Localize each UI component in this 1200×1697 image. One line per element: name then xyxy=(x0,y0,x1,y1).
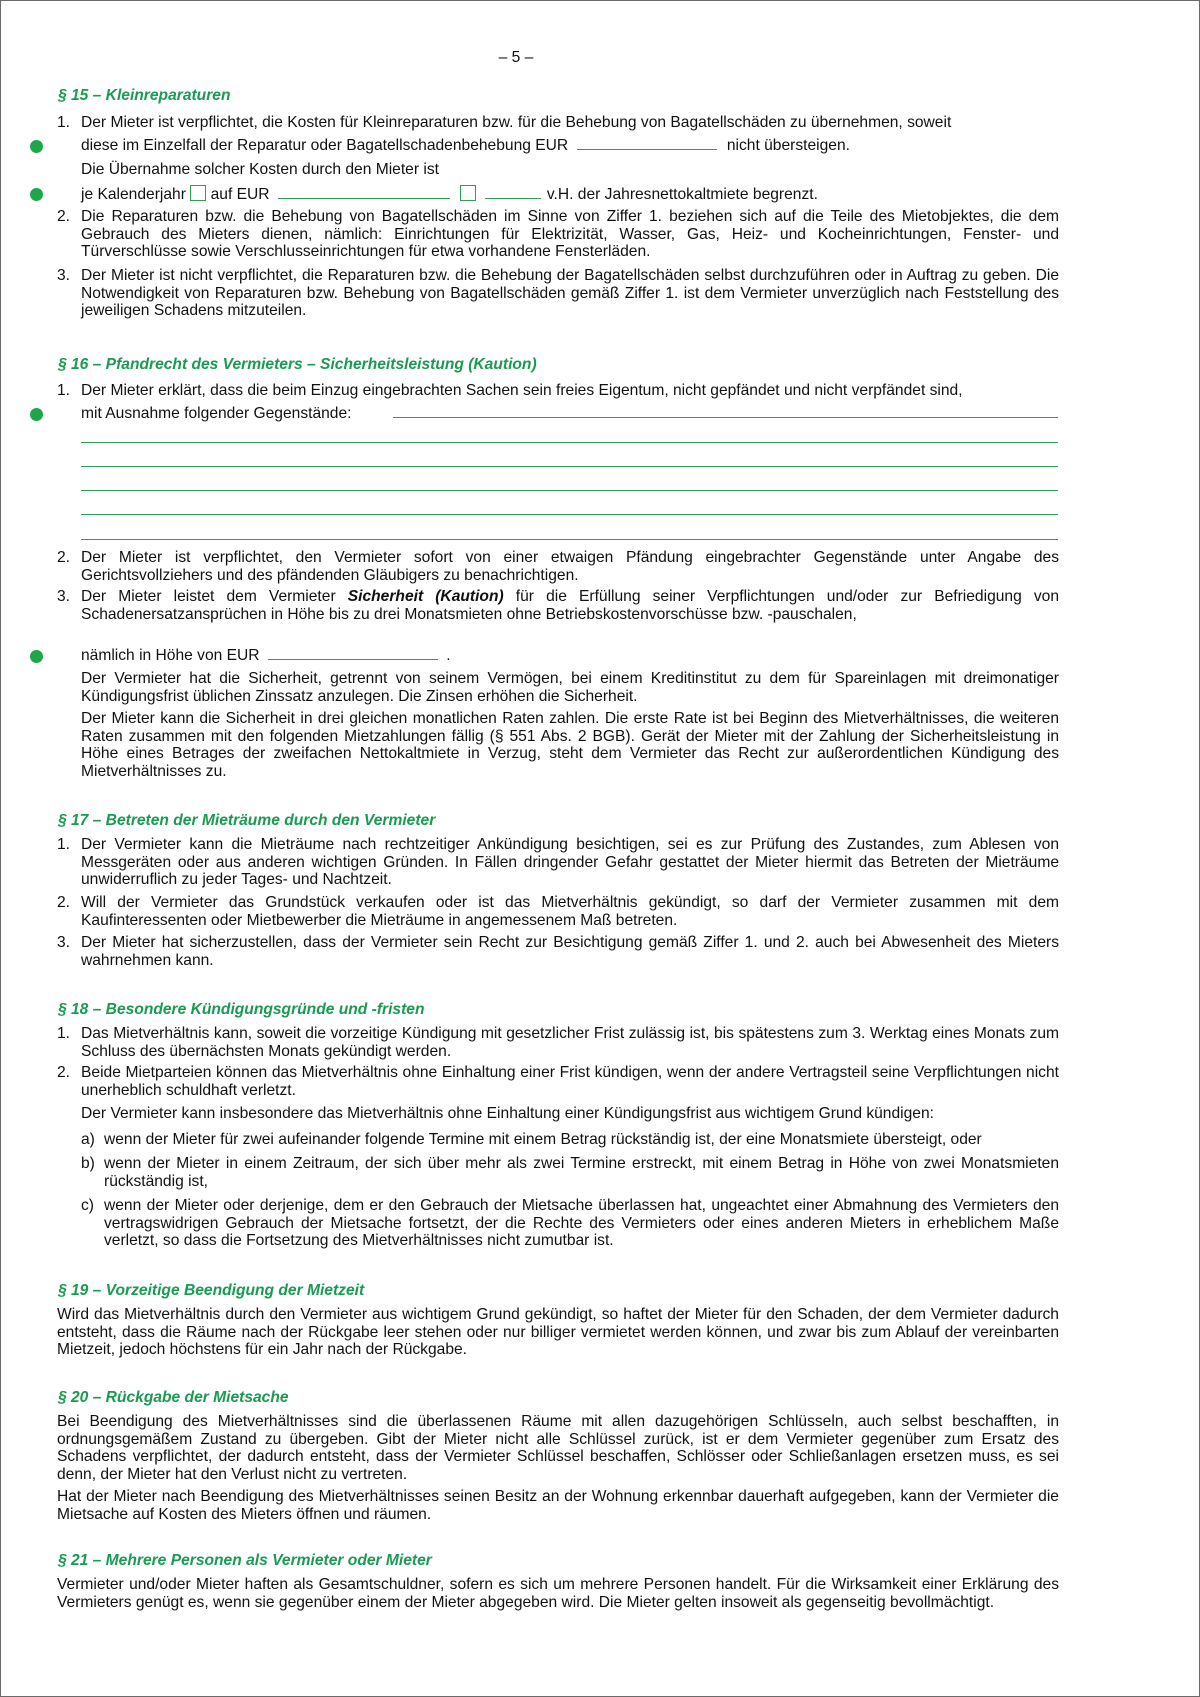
item-number: 2. xyxy=(57,549,71,566)
percent-field[interactable] xyxy=(485,186,541,199)
page-number: – 5 – xyxy=(498,49,534,66)
section-19-heading: § 19 – Vorzeitige Beendigung der Mietzeit xyxy=(58,1282,365,1299)
deposit-period: . xyxy=(446,647,451,664)
s15-item1-line2-suffix: nicht übersteigen. xyxy=(726,137,850,154)
item-text: Der Mieter ist verpflichtet, den Vermieter sofort von einer etwaigen Pfändung eingebrachter Gegenstände unter Angabe des Gerichtsvollziehers und des pfändenden Gläubigers zu benachrichtigen. xyxy=(81,549,1059,584)
exceptions-field-line-1[interactable] xyxy=(393,417,1058,418)
section-15-heading: § 15 – Kleinreparaturen xyxy=(58,87,231,104)
sub-item-letter: a) xyxy=(81,1131,95,1148)
s16-item1-line1: Der Mieter erklärt, dass die beim Einzug eingebrachten Sachen sein freies Eigentum, nicht gepfändet und nicht verpfändet sind, xyxy=(81,382,963,399)
sub-item-text: wenn der Mieter oder derjenige, dem er den Gebrauch der Mietsache überlassen hat, ungeachtet einer Abmahnung des Vermieters den vertragswidrigen Gebrauch der Mietsache fortsetzt, der die Rechte des Vermieters oder eines anderen Mieters in erheblichem Maße verletzt, so dass die Fortsetzung des Mietverhältnisses nicht zumutbar ist. xyxy=(104,1197,1059,1250)
s15-item2 xyxy=(57,208,1059,261)
s17-item1 xyxy=(57,836,1059,889)
s21-paragraph: Vermieter und/oder Mieter haften als Gesamtschuldner, sofern es sich um mehrere Personen handelt. Für die Wirksamkeit einer Erklärung des Vermieters genügt es, wenn sie gegenüber einem der Mieter abgegeben wird. Die Mieter gelten insoweit als gegenseitig bevollmächtigt. xyxy=(57,1576,1059,1611)
deposit-label: nämlich in Höhe von EUR xyxy=(81,647,260,664)
s18-item2-paragraph2: Der Vermieter kann insbesondere das Mietverhältnis ohne Einhaltung einer Kündigungsfrist aus wichtigem Grund kündigen: xyxy=(81,1105,934,1122)
text-run: für die Erfüllung seiner Verpflichtungen und/oder zur Befriedigung von Schadenersatzansprüchen in Höhe bis zu drei Monatsmieten ohne Betriebskostenvorschüsse bzw. -pauschalen, xyxy=(81,588,1059,623)
s15-item1-line4-eur: auf EUR xyxy=(210,186,270,203)
s15-item1-line1: Der Mieter ist verpflichtet, die Kosten für Kleinreparaturen bzw. für die Behebung von Bagatellschäden zu übernehmen, soweit xyxy=(81,114,952,131)
s16-item1-number: 1. xyxy=(57,382,71,399)
item-number: 2. xyxy=(57,208,71,225)
s18-item2-sub-a xyxy=(81,1131,1059,1149)
item-text: Der Mieter ist nicht verpflichtet, die Reparaturen bzw. die Behebung der Bagatellschäden selbst durchzuführen oder in Auftrag zu geben. Die Notwendigkeit von Reparaturen bzw. Behebung von Bagatellschäden gemäß Ziffer 1. ist dem Vermieter unverzüglich nach Feststellung des jeweiligen Schadens mitzuteilen. xyxy=(81,267,1059,320)
item-number: 2. xyxy=(57,1064,71,1081)
s20-paragraph1: Bei Beendigung des Mietverhältnisses sind die überlassenen Räume mit allen dazugehörigen Schlüsseln, auch selbst beschafften, in ordnungsgemäßem Zustand zu übergeben. Gibt der Mieter nicht alle Schlüssel zurück, ist er dem Vermieter gegenüber zum Ersatz des Schadens verpflichtet, der dadurch entsteht, dass der Vermieter Schlüssel beschaffen, Schlösser oder Schließanlagen ersetzen muss, es sei denn, der Mieter hat den Verlust nicht zu vertreten. xyxy=(57,1413,1059,1483)
s18-item1 xyxy=(57,1025,1059,1060)
s16-item2 xyxy=(57,549,1059,584)
s17-item2 xyxy=(57,894,1059,929)
text-run: Der Mieter leistet dem Vermieter xyxy=(81,588,336,605)
exceptions-field-line-3[interactable] xyxy=(81,466,1058,467)
s16-item3-paragraph2: Der Vermieter hat die Sicherheit, getrennt von seinem Vermögen, bei einem Kreditinstitut zu dem für Spareinlagen mit dreimonatiger Kündigungsfrist üblichen Zinssatz anzulegen. Die Zinsen erhöhen die Sicherheit. xyxy=(81,670,1059,705)
section-21-heading: § 21 – Mehrere Personen als Vermieter oder Mieter xyxy=(58,1552,432,1569)
item-text: Die Reparaturen bzw. die Behebung von Bagatellschäden im Sinne von Ziffer 1. beziehen sich auf die Teile des Mietobjektes, die dem Gebrauch des Mieters dienen, nämlich: Einrichtungen für Elektrizität, Wasser, Gas, Heiz- und Kocheinrichtungen, Fenster- und Türverschlüsse sowie Verschlusseinrichtungen für etwa vorhandene Fensterläden. xyxy=(81,208,1059,261)
sub-item-text: wenn der Mieter für zwei aufeinander folgende Termine mit einem Betrag rückständig ist, der eine Monatsmiete übersteigt, oder xyxy=(104,1131,982,1148)
s16-deposit-line xyxy=(81,647,451,665)
s15-item1-line4 xyxy=(81,185,818,204)
field-marker-dot xyxy=(30,140,43,153)
item-text: Der Vermieter kann die Mieträume nach rechtzeitiger Ankündigung besichtigen, sei es zur Prüfung des Zustandes, zum Ablesen von Messgeräten oder aus anderen wichtigen Gründen. In Fällen dringender Gefahr gestattet der Mieter hiermit das Betreten der Mieträume unwiderruflich zu jeder Tages- und Nachtzeit. xyxy=(81,836,1059,889)
s16-item1-line2: mit Ausnahme folgender Gegenstände: xyxy=(81,405,352,422)
s20-paragraph2: Hat der Mieter nach Beendigung des Mietverhältnisses seinen Besitz an der Wohnung erkennbar dauerhaft aufgegeben, kann der Vermieter die Mietsache auf Kosten des Mieters öffnen und räumen. xyxy=(57,1488,1059,1523)
s19-paragraph: Wird das Mietverhältnis durch den Vermieter aus wichtigem Grund gekündigt, so haftet der Mieter für den Schaden, der dem Vermieter dadurch entsteht, dass die Räume nach der Rückgabe leer stehen oder nur billiger vermietet werden können, und zwar bis zum Ablauf der vereinbarten Mietzeit, jedoch höchstens für ein Jahr nach der Rückgabe. xyxy=(57,1306,1059,1359)
item-number: 1. xyxy=(57,1025,71,1042)
item-number: 2. xyxy=(57,894,71,911)
exceptions-field-line-6[interactable] xyxy=(81,539,1058,540)
amount-field-per-year[interactable] xyxy=(278,186,450,199)
field-marker-dot xyxy=(30,188,43,201)
field-marker-dot xyxy=(30,408,43,421)
item-text: Will der Vermieter das Grundstück verkaufen oder ist das Mietverhältnis gekündigt, so darf der Vermieter zusammen mit dem Kaufinteressenten oder Mietbewerber die Mieträume in angemessenem Maß betreten. xyxy=(81,894,1059,929)
kaution-emphasis: Sicherheit (Kaution) xyxy=(347,588,504,605)
field-marker-dot xyxy=(30,650,43,663)
s16-item3 xyxy=(57,588,1059,623)
item-text xyxy=(81,588,1059,623)
section-17-heading: § 17 – Betreten der Mieträume durch den Vermieter xyxy=(58,812,436,829)
s15-item1-line4-text: je Kalenderjahr xyxy=(81,186,186,203)
deposit-amount-field[interactable] xyxy=(268,647,438,660)
exceptions-field-line-5[interactable] xyxy=(81,514,1058,515)
sub-item-text: wenn der Mieter in einem Zeitraum, der sich über mehr als zwei Termine erstreckt, mit einem Betrag in Höhe von zwei Monatsmieten rückständig ist, xyxy=(104,1155,1059,1190)
amount-field-per-repair[interactable] xyxy=(577,137,717,150)
s15-item1-number: 1. xyxy=(57,114,71,131)
checkbox-per-year-eur[interactable] xyxy=(190,185,206,201)
section-20-heading: § 20 – Rückgabe der Mietsache xyxy=(58,1389,289,1406)
s15-item1-line3: Die Übernahme solcher Kosten durch den Mieter ist xyxy=(81,161,439,178)
item-text: Der Mieter hat sicherzustellen, dass der Vermieter sein Recht zur Besichtigung gemäß Ziffer 1. und 2. auch bei Abwesenheit des Mieters wahrnehmen kann. xyxy=(81,934,1059,969)
s17-item3 xyxy=(57,934,1059,969)
s18-item2-sub-b xyxy=(81,1155,1059,1190)
s18-item2-sub-c xyxy=(81,1197,1059,1250)
checkbox-percent[interactable] xyxy=(460,185,476,201)
section-16-heading: § 16 – Pfandrecht des Vermieters – Sicherheitsleistung (Kaution) xyxy=(58,356,537,373)
sub-item-letter: c) xyxy=(81,1197,94,1214)
item-number: 3. xyxy=(57,267,71,284)
item-number: 1. xyxy=(57,836,71,853)
section-18-heading: § 18 – Besondere Kündigungsgründe und -fristen xyxy=(58,1001,425,1018)
s15-item3 xyxy=(57,267,1059,320)
item-number: 3. xyxy=(57,934,71,951)
sub-item-letter: b) xyxy=(81,1155,95,1172)
exceptions-field-line-2[interactable] xyxy=(81,442,1058,443)
item-text: Beide Mietparteien können das Mietverhältnis ohne Einhaltung einer Frist kündigen, wenn der andere Vertragsteil seine Verpflichtungen nicht unerheblich schuldhaft verletzt. xyxy=(81,1064,1059,1099)
s15-item1-line4-suffix: v.H. der Jahresnettokaltmiete begrenzt. xyxy=(546,186,818,203)
s15-item1-line2 xyxy=(81,137,850,155)
s18-item2 xyxy=(57,1064,1059,1099)
s16-item3-paragraph3: Der Mieter kann die Sicherheit in drei gleichen monatlichen Raten zahlen. Die erste Rate ist bei Beginn des Mietverhältnisses, die weiteren Raten zusammen mit den folgenden Mietzahlungen fällig (§ 551 Abs. 2 BGB). Gerät der Mieter mit der Zahlung der Sicherheitsleistung in Höhe eines Betrages der zweifachen Nettokaltmiete in Verzug, steht dem Vermieter das Recht zur außerordentlichen Kündigung des Mietverhältnisses zu. xyxy=(81,710,1059,780)
item-number: 3. xyxy=(57,588,71,605)
s15-item1-line2-text: diese im Einzelfall der Reparatur oder Bagatellschadenbehebung EUR xyxy=(81,137,569,154)
exceptions-field-line-4[interactable] xyxy=(81,490,1058,491)
item-text: Das Mietverhältnis kann, soweit die vorzeitige Kündigung mit gesetzlicher Frist zulässig ist, bis spätestens zum 3. Werktag eines Monats zum Schluss des übernächsten Monats gekündigt werden. xyxy=(81,1025,1059,1060)
